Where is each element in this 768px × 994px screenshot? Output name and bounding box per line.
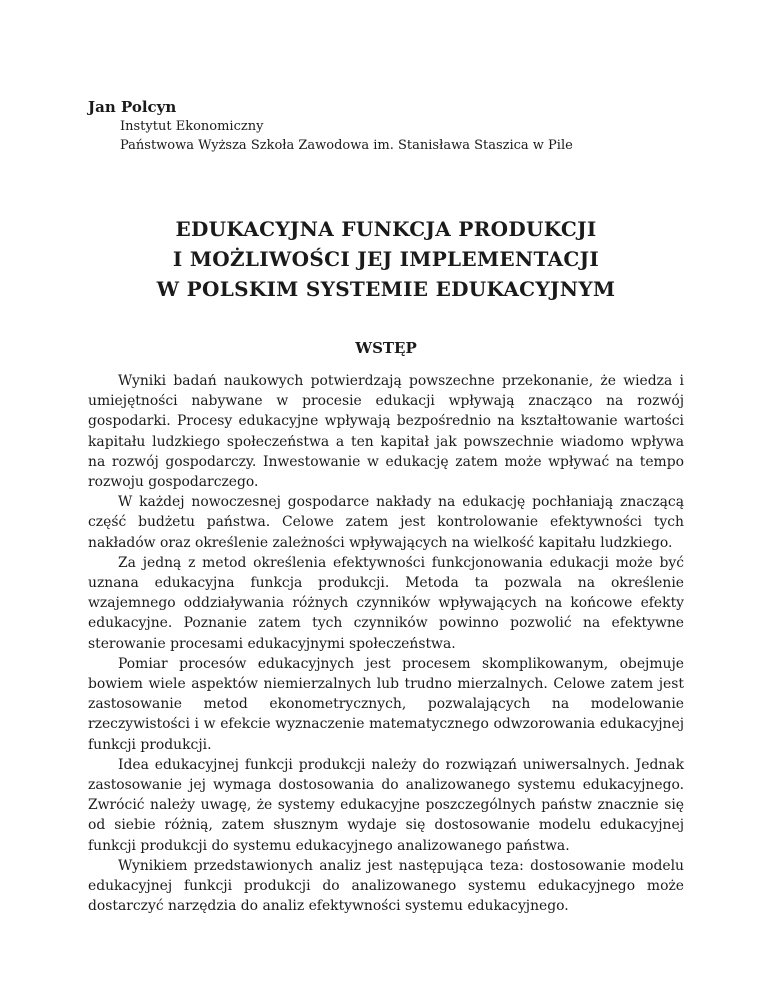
title-line: EDUKACYJNA FUNKCJA PRODUKCJI (175, 217, 597, 241)
author-name: Jan Polcyn (88, 98, 177, 116)
title-line: I MOŻLIWOŚCI JEJ IMPLEMENTACJI (172, 247, 600, 271)
body-text (88, 371, 684, 916)
paragraph: Pomiar procesów edukacyjnych jest procesem skomplikowanym, obejmuje bowiem wiele aspektów niemierzalnych lub trudno mierzalnych. Celowe zatem jest zastosowanie metod ekonometrycznych, pozwalających na modelowanie rzeczywistości i w efekcie wyznaczenie matematycznego odwzorowania edukacyjnej funkcji produkcji. (88, 655, 684, 753)
section-heading: WSTĘP (355, 339, 417, 357)
paragraph: Wyniki badań naukowych potwierdzają powszechne przekonanie, że wiedza i umiejętności nabywane w procesie edukacji wpływają znacząco na rozwój gospodarki. Procesy edukacyjne wpływają bezpośrednio na kształtowanie wartości kapitału ludzkiego społeczeństwa a ten kapitał jak powszechnie wiadomo wpływa na rozwój gospodarczy. Inwestowanie w edukację zatem może wpływać na tempo rozwoju gospodarczego. (88, 373, 684, 491)
paper-title (88, 214, 684, 304)
affiliation-institute: Instytut Ekonomiczny (120, 119, 264, 134)
title-line: W POLSKIM SYSTEMIE EDUKACYJNYM (156, 277, 616, 301)
affiliation-school: Państwowa Wyższa Szkoła Zawodowa im. Stanisława Staszica w Pile (120, 138, 573, 153)
paragraph: Wynikiem przedstawionych analiz jest następująca teza: dostosowanie modelu edukacyjnej funkcji produkcji do analizowanego systemu edukacyjnego może dostarczyć narzędzia do analiz efektywności systemu edukacyjnego. (88, 857, 684, 915)
paragraph: Idea edukacyjnej funkcji produkcji należy do rozwiązań uniwersalnych. Jednak zastosowanie jej wymaga dostosowania do analizowanego systemu edukacyjnego. Zwrócić należy uwagę, że systemy edukacyjne poszczególnych państw znacznie się od siebie różnią, zatem słusznym wydaje się dostosowanie modelu edukacyjnej funkcji produkcji do systemu edukacyjnego analizowanego państwa. (88, 756, 684, 854)
author-block (88, 97, 573, 155)
paragraph: W każdej nowoczesnej gospodarce nakłady na edukację pochłaniają znaczącą część budżetu państwa. Celowe zatem jest kontrolowanie efektywności tych nakładów oraz określenie zależności wpływających na wielkość kapitału ludzkiego. (88, 494, 684, 551)
paragraph: Za jedną z metod określenia efektywności funkcjonowania edukacji może być uznana edukacyjna funkcja produkcji. Metoda ta pozwala na określenie wzajemnego oddziaływania różnych czynników wpływających na końcowe efekty edukacyjne. Poznanie zatem tych czynników powinno pozwolić na efektywne sterowanie procesami edukacyjnymi społeczeństwa. (88, 554, 684, 652)
